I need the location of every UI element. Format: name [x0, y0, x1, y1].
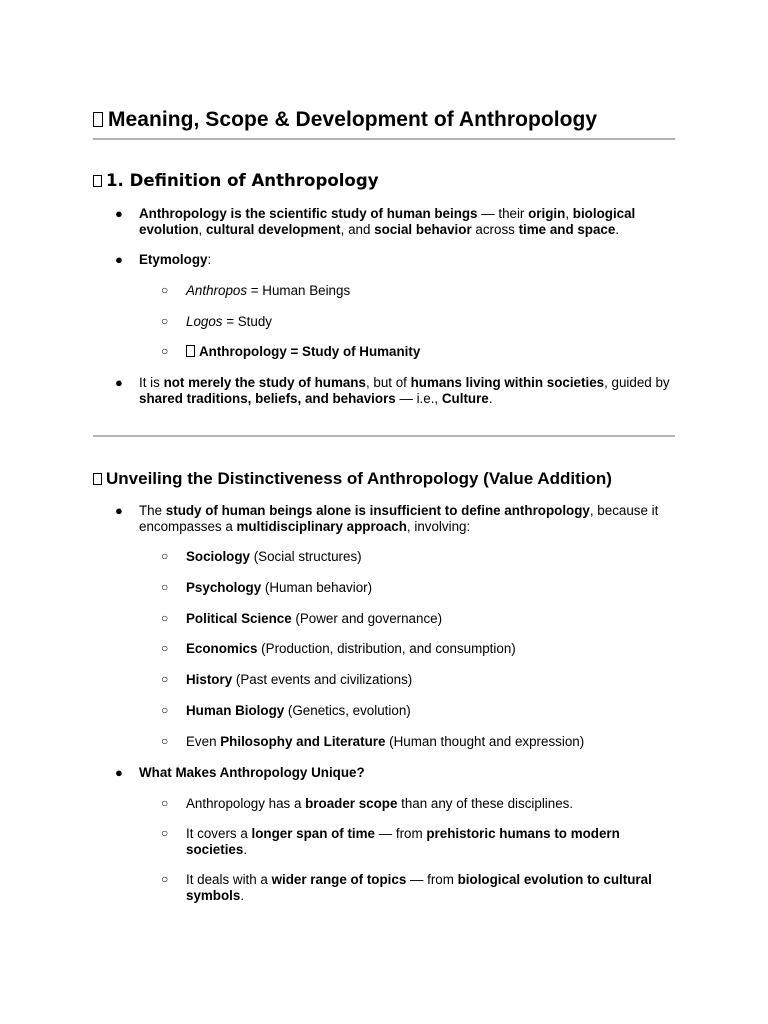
list-item-unique-point: ○ Anthropology has a broader scope than any of these disciplines.	[161, 796, 574, 811]
list-item-summary: ○ Anthropology = Study of Humanity	[161, 344, 421, 359]
bullet-icon: ○	[161, 672, 169, 686]
bullet-icon: ○	[161, 611, 169, 625]
missing-glyph-icon	[93, 473, 102, 485]
bullet-icon: ●	[115, 375, 123, 390]
missing-glyph-icon	[93, 175, 102, 187]
bullet-icon: ○	[161, 580, 169, 594]
bullet-icon: ○	[161, 549, 169, 563]
section-heading-distinctiveness: Unveiling the Distinctiveness of Anthropology (Value Addition)	[93, 469, 612, 489]
bullet-icon: ○	[161, 872, 169, 886]
list-item-discipline: ○ Even Philosophy and Literature (Human thought and expression)	[161, 734, 585, 749]
list-item-societies: ● It is not merely the study of humans, but of humans living within societies, guided by shared traditions, beliefs, and behaviors — i.e., Culture.	[115, 375, 670, 406]
bullet-icon: ○	[161, 344, 169, 358]
bullet-icon: ●	[115, 503, 123, 518]
bullet-icon: ○	[161, 703, 169, 717]
missing-glyph-icon	[186, 345, 195, 357]
list-item-intro: ● The study of human beings alone is insufficient to define anthropology, because it encompasses a multidisciplinary approach, involving:	[115, 503, 659, 534]
list-item-anthropos: ○ Anthropos = Human Beings	[161, 283, 351, 298]
bullet-icon: ○	[161, 796, 169, 810]
list-item-logos: ○ Logos = Study	[161, 314, 272, 329]
bullet-icon: ●	[115, 206, 123, 221]
list-item-unique: ● What Makes Anthropology Unique?	[115, 765, 365, 780]
bullet-icon: ○	[161, 641, 169, 655]
bullet-icon: ●	[115, 252, 123, 267]
list-item-discipline: ○ Human Biology (Genetics, evolution)	[161, 703, 411, 718]
list-item-etymology: ● Etymology:	[115, 252, 212, 267]
section-heading-definition: 1. Definition of Anthropology	[93, 171, 379, 190]
list-item-discipline: ○ Sociology (Social structures)	[161, 549, 362, 564]
page-title: Meaning, Scope & Development of Anthropology	[93, 108, 597, 132]
list-item-unique-point: ○ It deals with a wider range of topics — from biological evolution to cultural symbols.	[161, 872, 652, 903]
list-item-unique-point: ○ It covers a longer span of time — from prehistoric humans to modern societies.	[161, 826, 620, 857]
bullet-icon: ○	[161, 314, 169, 328]
bullet-icon: ○	[161, 826, 169, 840]
bullet-icon: ●	[115, 765, 123, 780]
title-divider	[93, 138, 675, 140]
list-item-definition: ● Anthropology is the scientific study of human beings — their origin, biological evolution, cultural development, and social behavior across time and space.	[115, 206, 636, 237]
bullet-icon: ○	[161, 283, 169, 297]
list-item-discipline: ○ Political Science (Power and governance)	[161, 611, 443, 626]
section-divider	[93, 435, 675, 437]
missing-glyph-icon	[93, 112, 103, 127]
list-item-discipline: ○ History (Past events and civilizations)	[161, 672, 413, 687]
bullet-icon: ○	[161, 734, 169, 748]
list-item-discipline: ○ Economics (Production, distribution, and consumption)	[161, 641, 516, 656]
list-item-discipline: ○ Psychology (Human behavior)	[161, 580, 373, 595]
